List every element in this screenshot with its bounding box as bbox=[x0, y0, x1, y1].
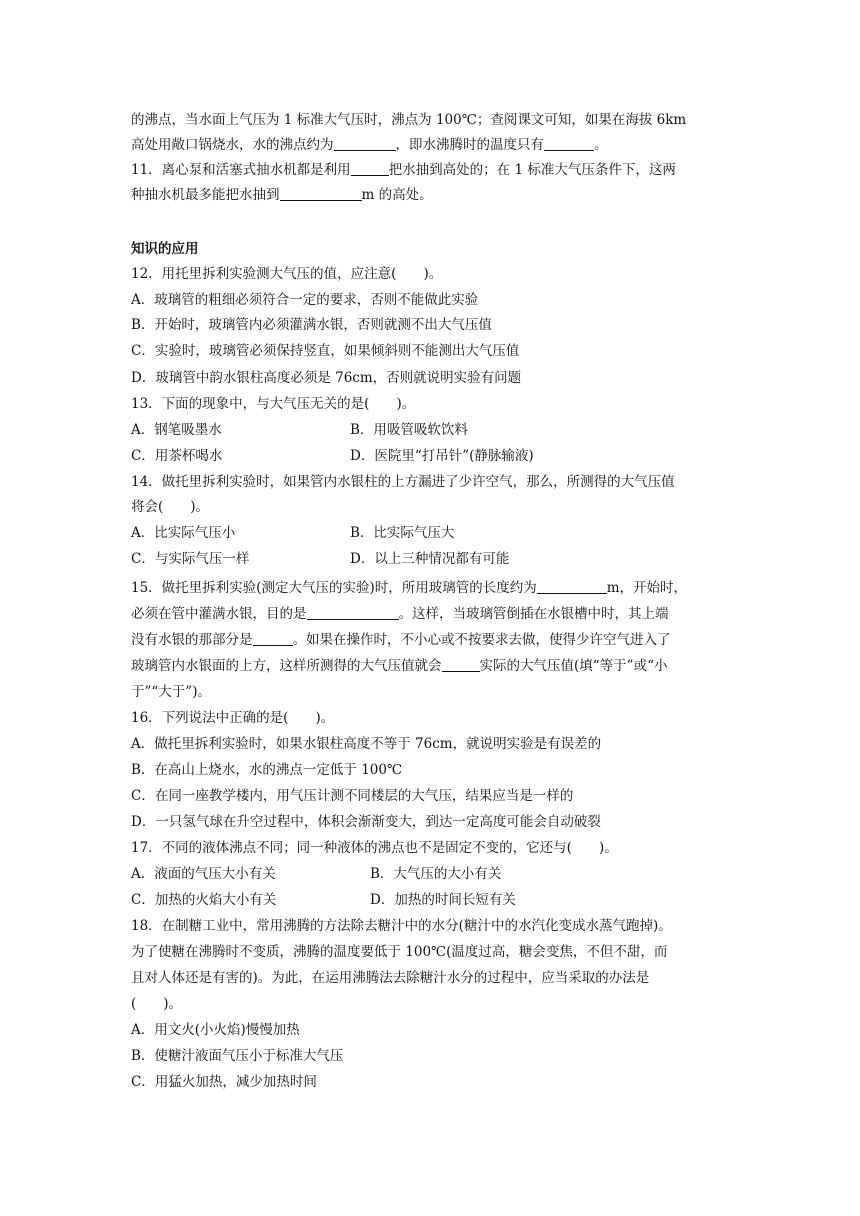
answer-blank[interactable] bbox=[537, 579, 607, 594]
q17-row-1 bbox=[131, 863, 502, 885]
answer-blank[interactable] bbox=[253, 631, 293, 646]
q11-line-1 bbox=[131, 159, 676, 181]
q11-text-d: m 的高处。 bbox=[361, 187, 433, 203]
q14-option-a: A．比实际气压小 bbox=[131, 525, 236, 541]
q16-option-a: A．做托里拆利实验时，如果水银柱高度不等于 76cm，就说明实验是有误差的 bbox=[131, 736, 602, 752]
q16-option-d: D．一只氢气球在升空过程中，体积会渐渐变大，到达一定高度可能会自动破裂 bbox=[131, 814, 601, 830]
q12-option-a: A．玻璃管的粗细必须符合一定的要求，否则不能做此实验 bbox=[131, 292, 479, 308]
q15-text-2a: 必须在管中灌满水银，目的是 bbox=[131, 606, 307, 622]
q12-option-d: D．玻璃管中韵水银柱高度必须是 76cm，否则就说明实验有问题 bbox=[131, 370, 522, 386]
q18-option-c: C．用猛火加热，减少加热时间 bbox=[131, 1074, 317, 1090]
q14-option-d: D．以上三种情况都有可能 bbox=[350, 551, 510, 567]
q12-option-b: B．开始时，玻璃管内必须灌满水银，否则就测不出大气压值 bbox=[131, 317, 492, 333]
q14-option-c: C．与实际气压一样 bbox=[131, 551, 250, 567]
q18-stem-3: 且对人体还是有害的)。为此，在运用沸腾法去除糖汁水分的过程中，应当采取的办法是 bbox=[131, 970, 650, 986]
q10-line-2 bbox=[131, 134, 608, 156]
q13-stem: 13．下面的现象中，与大气压无关的是( )。 bbox=[131, 396, 416, 412]
q11-text-b: 把水抽到高处的；在 1 标准大气压条件下，这两 bbox=[388, 162, 676, 178]
q14-stem-1: 14．做托里拆利实验时，如果管内水银柱的上方漏进了少许空气，那么，所测得的大气压值 bbox=[131, 474, 675, 490]
q14-row-1 bbox=[131, 522, 455, 544]
q12-option-c: C．实验时，玻璃管必须保持竖直，如果倾斜则不能测出大气压值 bbox=[131, 343, 520, 359]
q13-row-2 bbox=[131, 445, 534, 467]
q10-text-2b: ，即水沸腾时的温度只有 bbox=[395, 137, 544, 153]
q15-line-5: 于”“大于”)。 bbox=[131, 684, 211, 700]
q15-line-4 bbox=[131, 655, 667, 677]
q18-option-b: B．使糖汁液面气压小于标准大气压 bbox=[131, 1048, 344, 1064]
answer-blank[interactable] bbox=[280, 186, 362, 201]
q15-text-3a: 没有水银的那部分是 bbox=[131, 632, 253, 648]
q17-option-b: B．大气压的大小有关 bbox=[370, 866, 502, 882]
q18-stem-1: 18．在制糖工业中，常用沸腾的方法除去糖汁中的水分(糖汁中的水汽化变成水蒸气跑掉)。 bbox=[131, 918, 672, 934]
q17-option-a: A．液面的气压大小有关 bbox=[131, 866, 276, 882]
q13-option-b: B．用吸管吸软饮料 bbox=[350, 422, 468, 438]
q17-option-d: D．加热的时间长短有关 bbox=[370, 892, 516, 908]
q16-option-c: C．在同一座教学楼内，用气压计测不同楼层的大气压，结果应当是一样的 bbox=[131, 788, 574, 804]
q17-row-2 bbox=[131, 889, 516, 911]
q18-stem-2: 为了使糖在沸腾时不变质，沸腾的温度要低于 100℃(温度过高，糖会变焦，不但不甜，而 bbox=[131, 944, 668, 960]
q18-option-a: A．用文火(小火焰)慢慢加热 bbox=[131, 1022, 300, 1038]
q14-stem-2: 将会( )。 bbox=[131, 499, 210, 515]
q12-stem: 12．用托里拆利实验测大气压的值，应注意( )。 bbox=[131, 266, 443, 282]
q10-text-2a: 高处用敞口锅烧水，水的沸点约为 bbox=[131, 137, 334, 153]
q11-line-2 bbox=[131, 184, 433, 206]
q17-stem: 17．不同的液体沸点不同；同一种液体的沸点也不是固定不变的，它还与( )。 bbox=[131, 840, 618, 856]
q15-line-2 bbox=[131, 603, 669, 625]
answer-blank[interactable] bbox=[334, 136, 396, 151]
q15-text-1a: 15．做托里拆利实验(测定大气压的实验)时，所用玻璃管的长度约为 bbox=[131, 580, 537, 596]
answer-blank[interactable] bbox=[307, 605, 399, 620]
q15-text-4a: 玻璃管内水银面的上方，这样所测得的大气压值就会 bbox=[131, 658, 442, 674]
q15-text-4b: 实际的大气压值(填“等于”或“小 bbox=[479, 658, 668, 674]
q13-option-d: D．医院里“打吊针”(静脉输液) bbox=[350, 448, 534, 464]
q14-row-2 bbox=[131, 548, 510, 570]
q17-option-c: C．加热的火焰大小有关 bbox=[131, 892, 277, 908]
q15-text-1b: m，开始时， bbox=[606, 580, 688, 596]
q15-line-1 bbox=[131, 577, 687, 599]
section-heading: 知识的应用 bbox=[131, 241, 199, 257]
q13-row-1 bbox=[131, 419, 468, 441]
answer-blank[interactable] bbox=[351, 161, 389, 176]
q16-stem: 16．下列说法中正确的是( )。 bbox=[131, 710, 335, 726]
q10-text-2c: 。 bbox=[594, 137, 608, 153]
q10-line-1 bbox=[131, 109, 686, 131]
answer-blank[interactable] bbox=[544, 136, 594, 151]
q13-option-c: C．用茶杯喝水 bbox=[131, 448, 223, 464]
q13-option-a: A．钢笔吸墨水 bbox=[131, 422, 222, 438]
q16-option-b: B．在高山上烧水，水的沸点一定低于 100℃ bbox=[131, 762, 403, 778]
q18-stem-4: ( )。 bbox=[131, 996, 183, 1012]
q10-text-1: 的沸点，当水面上气压为 1 标准大气压时，沸点为 100℃；查阅课文可知，如果在海拔 6km bbox=[131, 112, 687, 128]
q15-line-3 bbox=[131, 629, 671, 651]
answer-blank[interactable] bbox=[442, 657, 480, 672]
q11-text-a: 11．离心泵和活塞式抽水机都是利用 bbox=[131, 162, 351, 178]
q11-text-c: 种抽水机最多能把水抽到 bbox=[131, 187, 280, 203]
q15-text-3b: 。如果在操作时，不小心或不按要求去做，使得少许空气进入了 bbox=[292, 632, 671, 648]
q15-text-2b: 。这样，当玻璃管倒插在水银槽中时，其上端 bbox=[398, 606, 669, 622]
q14-option-b: B．比实际气压大 bbox=[350, 525, 455, 541]
